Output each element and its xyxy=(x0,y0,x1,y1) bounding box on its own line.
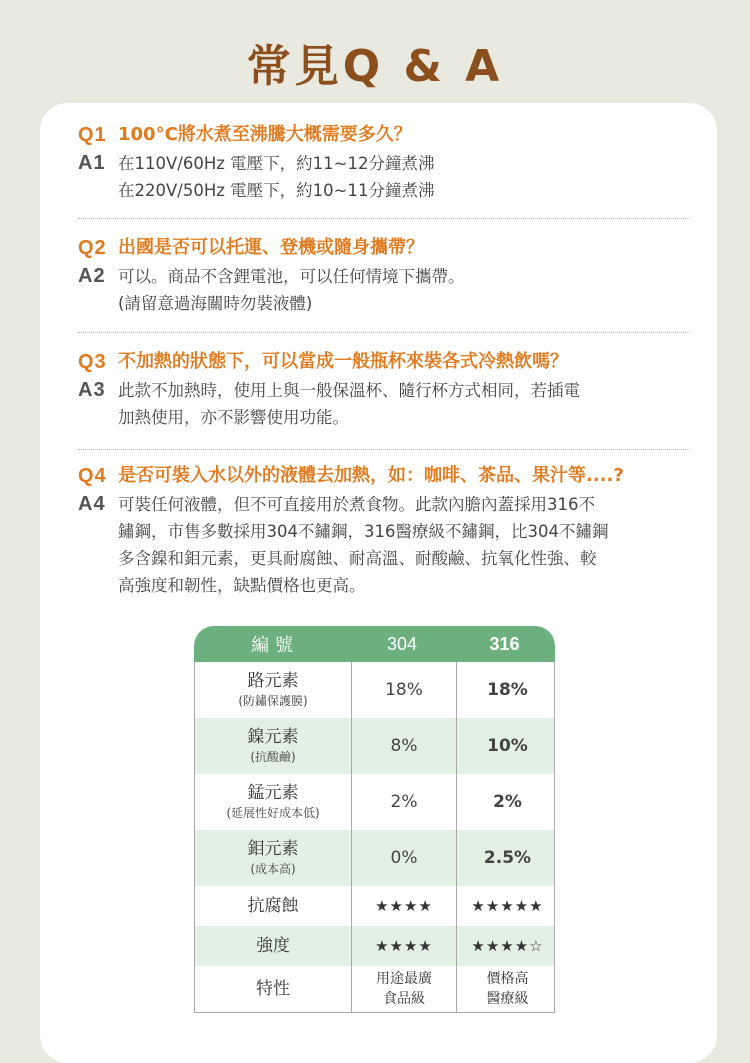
value-304: 2% xyxy=(390,792,418,812)
answer-3 xyxy=(78,377,688,431)
table-row xyxy=(194,830,555,886)
rating-304: ★★★★ xyxy=(375,897,433,915)
row-name: 鎳元素 xyxy=(247,727,299,747)
answer-line: 鏽鋼，市售多數採用304不鏽鋼，316醫療級不鏽鋼，比304不鏽鋼 xyxy=(118,522,609,541)
row-note: (延展性好成本低) xyxy=(226,806,320,820)
table-row xyxy=(194,718,555,774)
row-note: (防鏽保護膜) xyxy=(238,694,308,708)
trait-304-line1: 用途最廣 xyxy=(376,971,432,987)
row-name: 鉬元素 xyxy=(247,839,299,859)
rating-304: ★★★★ xyxy=(375,937,433,955)
question-tag: Q1 xyxy=(78,124,107,146)
answer-4 xyxy=(78,491,688,599)
question-tag: Q4 xyxy=(78,465,107,487)
steel-comparison-table xyxy=(194,626,555,1013)
faq-item-2 xyxy=(78,235,688,317)
table-row xyxy=(194,774,555,830)
question-1 xyxy=(78,122,688,148)
divider xyxy=(78,218,690,219)
faq-item-1 xyxy=(78,122,688,204)
table-row xyxy=(194,886,555,926)
value-316: 18% xyxy=(487,680,528,700)
row-name: 錳元素 xyxy=(247,783,299,803)
trait-316-line1: 價格高 xyxy=(486,971,529,987)
faq-card xyxy=(40,103,717,1063)
answer-tag: A1 xyxy=(78,152,106,174)
row-name: 強度 xyxy=(256,936,290,956)
rating-316: ★★★★☆ xyxy=(471,937,544,955)
value-304: 18% xyxy=(385,680,423,700)
row-note: (成本高) xyxy=(250,862,296,876)
table-row xyxy=(194,662,555,718)
question-tag: Q3 xyxy=(78,351,107,373)
answer-line: 加熱使用，亦不影響使用功能。 xyxy=(118,408,349,427)
question-4 xyxy=(78,463,688,489)
question-text: 是否可裝入水以外的液體去加熱，如：咖啡、茶品、果汁等....? xyxy=(118,465,624,486)
value-316: 2.5% xyxy=(483,848,532,868)
faq-item-3 xyxy=(78,349,688,431)
value-316: 10% xyxy=(487,736,528,756)
table-row xyxy=(194,926,555,966)
trait-304-line2: 食品級 xyxy=(383,991,425,1007)
divider xyxy=(78,332,690,333)
header-316: 316 xyxy=(489,633,520,654)
value-304: 8% xyxy=(390,736,418,756)
question-text: 100°C將水煮至沸騰大概需要多久？ xyxy=(118,124,412,145)
answer-2 xyxy=(78,263,688,317)
question-2 xyxy=(78,235,688,261)
answer-tag: A2 xyxy=(78,265,106,287)
page-title: 常見Q & A xyxy=(246,41,504,92)
answer-line: 多含鎳和鉬元素，更具耐腐蝕、耐高溫、耐酸鹼、抗氧化性強、較 xyxy=(118,549,597,568)
answer-line: 可裝任何液體，但不可直接用於煮食物。此款內膽內蓋採用316不 xyxy=(118,495,595,514)
question-3 xyxy=(78,349,688,375)
value-316: 2% xyxy=(493,792,522,812)
header-label: 編 號 xyxy=(251,635,293,656)
row-note: (抗酸鹼) xyxy=(250,750,296,764)
answer-line: 在220V/50Hz 電壓下，約10~11分鐘煮沸 xyxy=(118,181,435,200)
answer-line: 可以。商品不含鋰電池，可以任何情境下攜帶。 xyxy=(118,267,465,286)
value-304: 0% xyxy=(390,848,418,868)
table-row xyxy=(194,966,555,1013)
answer-line: 在110V/60Hz 電壓下，約11~12分鐘煮沸 xyxy=(118,154,435,173)
answer-1 xyxy=(78,150,688,204)
answer-line: 此款不加熱時，使用上與一般保溫杯、隨行杯方式相同，若插電 xyxy=(118,381,580,400)
answer-tag: A3 xyxy=(78,379,106,401)
row-name: 特性 xyxy=(256,979,290,999)
row-name: 抗腐蝕 xyxy=(247,896,299,916)
trait-316-line2: 醫療級 xyxy=(486,991,529,1007)
faq-item-4 xyxy=(78,463,688,599)
rating-316: ★★★★★ xyxy=(471,897,544,915)
question-tag: Q2 xyxy=(78,237,107,259)
answer-tag: A4 xyxy=(78,493,106,515)
answer-line: (請留意過海關時勿裝液體) xyxy=(118,294,313,313)
table-header xyxy=(194,626,555,662)
row-name: 路元素 xyxy=(247,671,299,691)
divider xyxy=(78,449,690,450)
question-text: 不加熱的狀態下，可以當成一般瓶杯來裝各式冷熱飲嗎？ xyxy=(118,351,568,372)
question-text: 出國是否可以托運、登機或隨身攜帶？ xyxy=(118,237,424,258)
header-304: 304 xyxy=(386,633,418,654)
answer-line: 高強度和韌性，缺點價格也更高。 xyxy=(118,576,366,595)
